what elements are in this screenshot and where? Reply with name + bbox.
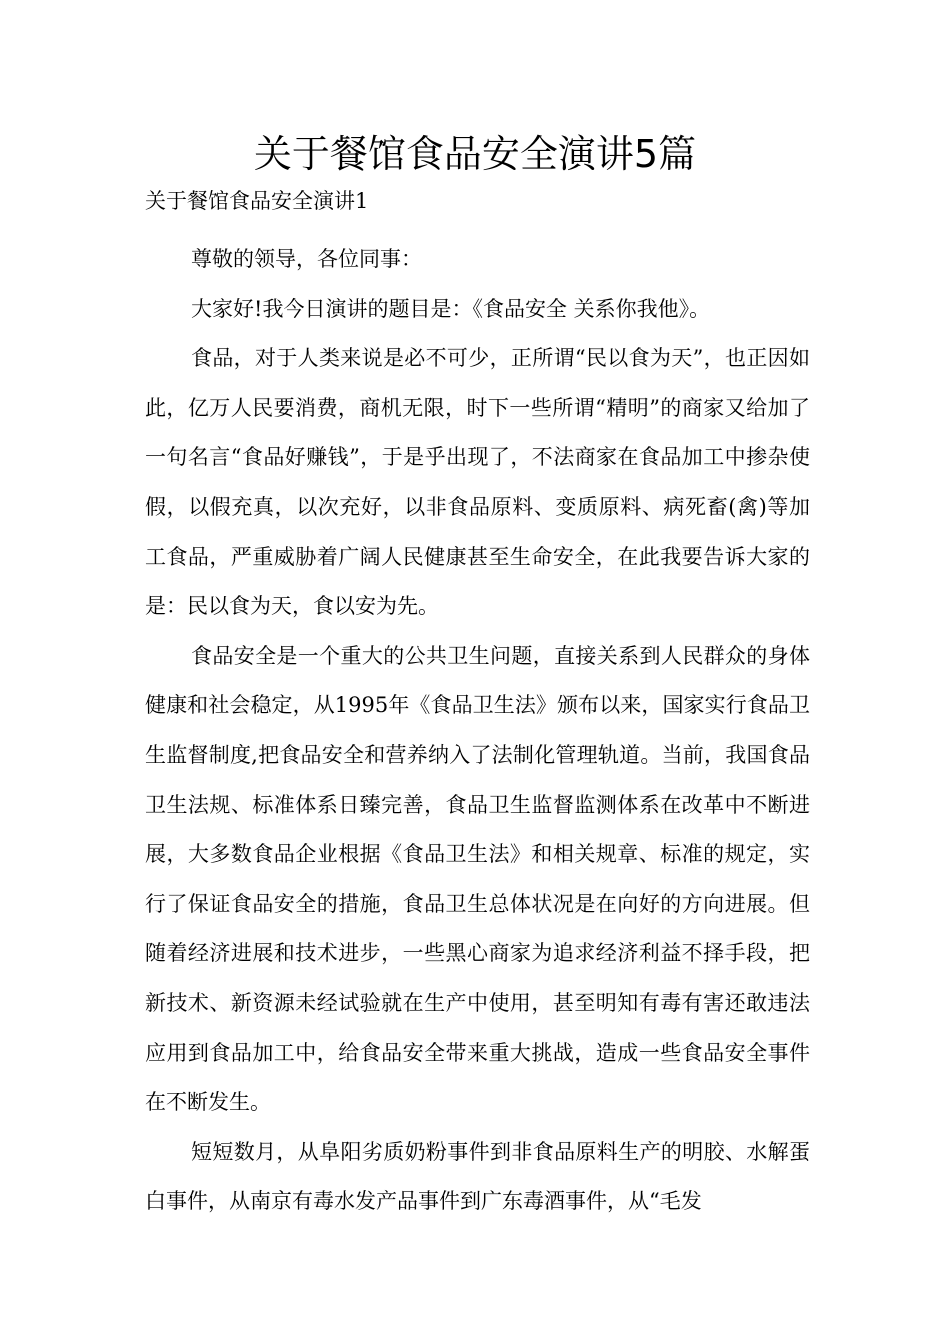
paragraph: 食品，对于人类来说是必不可少，正所谓“民以食为天”，也正因如此，亿万人民要消费，商机无限，时下一些所谓“精明”的商家又给加了一句名言“食品好赚钱”，于是乎出现了，不法商家在食品加工中掺杂使假，以假充真，以次充好，以非食品原料、变质原料、病死畜(禽)等加工食品，严重威胁着广阔人民健康甚至生命安全，在此我要告诉大家的是：民以食为天，食以安为先。 (145, 346, 810, 619)
document-title: 关于餐馆食品安全演讲5篇 (253, 132, 697, 176)
document-body (145, 235, 810, 1227)
paragraph: 短短数月，从阜阳劣质奶粉事件到非食品原料生产的明胶、水解蛋白事件，从南京有毒水发产品事件到广东毒酒事件，从“毛发 (145, 1139, 810, 1214)
paragraph: 食品安全是一个重大的公共卫生问题，直接关系到人民群众的身体健康和社会稳定，从1995年《食品卫生法》颁布以来，国家实行食品卫生监督制度,把食品安全和营养纳入了法制化管理轨道。当前，我国食品卫生法规、标准体系日臻完善，食品卫生监督监测体系在改革中不断进展，大多数食品企业根据《食品卫生法》和相关规章、标准的规定，实行了保证食品安全的措施，食品卫生总体状况是在向好的方向进展。但随着经济进展和技术进步，一些黑心商家为追求经济利益不择手段，把新技术、新资源未经试验就在生产中使用，甚至明知有毒有害还敢违法应用到食品加工中，给食品安全带来重大挑战，造成一些食品安全事件在不断发生。 (145, 643, 810, 1115)
paragraph-greeting: 尊敬的领导，各位同事： (191, 247, 422, 271)
paragraph-intro: 大家好!我今日演讲的题目是：《食品安全 关系你我他》。 (191, 296, 711, 321)
section-heading: 关于餐馆食品安全演讲1 (145, 189, 369, 213)
